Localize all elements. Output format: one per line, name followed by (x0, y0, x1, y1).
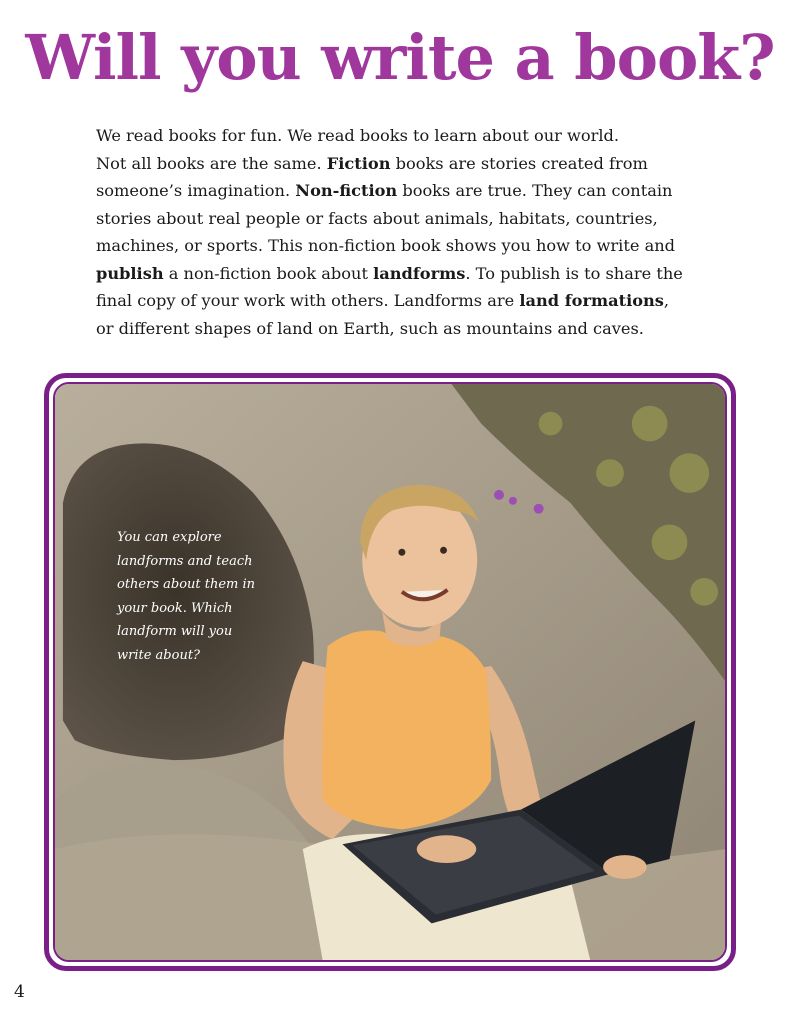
intro-text: someone’s imagination. (96, 181, 296, 200)
glossary-term: publish (96, 263, 164, 283)
intro-text: . To publish is to share the (465, 263, 683, 283)
intro-text: We read books for fun. We read books to learn about our world. (96, 126, 620, 145)
intro-line (96, 122, 716, 150)
caption-line: You can explore (117, 530, 222, 545)
photo-boy-with-laptop (53, 382, 727, 962)
intro-text: final copy of your work with others. Landforms are (96, 291, 520, 310)
intro-line (96, 260, 716, 288)
hand-left (417, 835, 476, 863)
intro-text: machines, or sports. This non-fiction book shows you how to write and (96, 236, 676, 255)
caption-line: landform will you (117, 624, 233, 639)
intro-text: , (663, 291, 670, 310)
intro-text: Not all books are the same. (96, 153, 327, 173)
caption-line: write about? (117, 647, 201, 663)
intro-line (96, 177, 716, 205)
intro-text: stories about real people or facts about animals, habitats, countries, (96, 208, 658, 228)
glossary-term: landforms (373, 263, 466, 283)
photo-caption (117, 526, 267, 667)
glossary-term: Fiction (326, 153, 391, 173)
intro-text: books are stories created from (390, 153, 648, 173)
page-title: Will you write a book? (25, 21, 775, 94)
hand-right (603, 855, 647, 879)
photo-frame (44, 373, 736, 971)
intro-line (96, 205, 716, 233)
intro-line (96, 287, 716, 315)
photo-illustration (55, 384, 725, 960)
intro-text: books are true. They can contain (397, 181, 673, 200)
caption-line: landforms and teach (117, 553, 253, 569)
caption-line: others about them in (117, 577, 256, 592)
glossary-term: land formations (519, 291, 664, 310)
caption-line: your book. Which (117, 600, 233, 616)
intro-text: a non-fiction book about (163, 263, 374, 283)
intro-line (96, 232, 716, 260)
page-number: 4 (14, 982, 25, 1002)
intro-line (96, 150, 716, 178)
glossary-term: Non-fiction (295, 181, 398, 200)
intro-line (96, 315, 716, 343)
intro-paragraph (96, 122, 716, 342)
intro-text: or different shapes of land on Earth, such as mountains and caves. (96, 318, 644, 338)
